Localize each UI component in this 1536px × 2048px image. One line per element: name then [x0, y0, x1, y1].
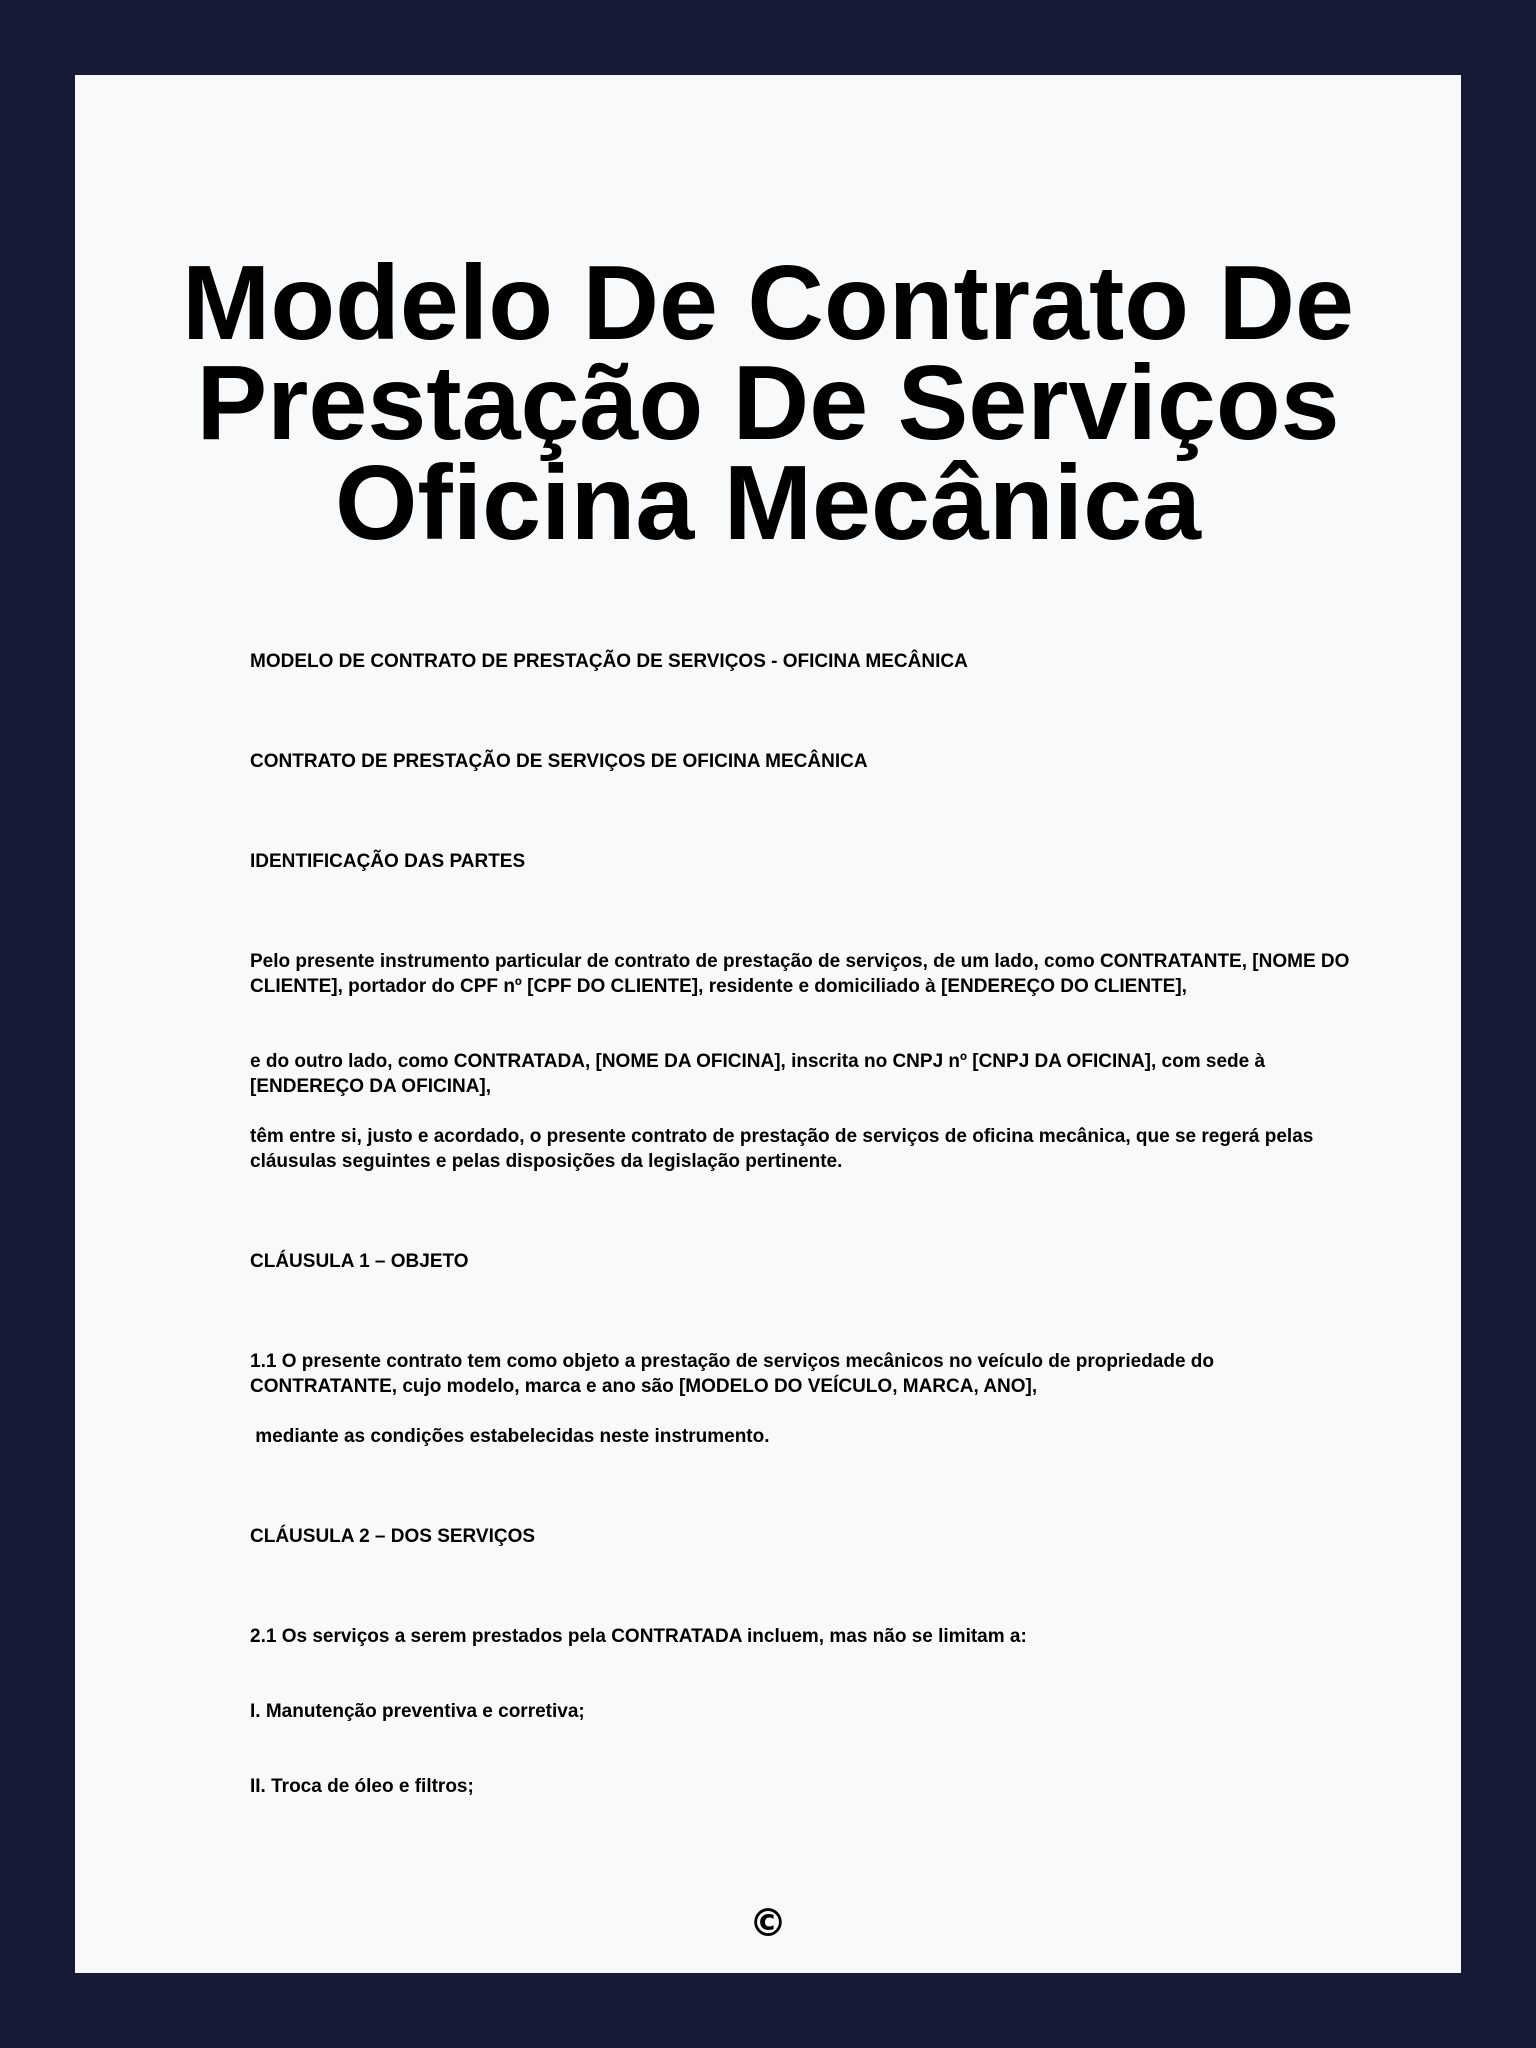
heading-contract: CONTRATO DE PRESTAÇÃO DE SERVIÇOS DE OFICINA MECÂNICA — [250, 751, 868, 772]
paragraph-agreement: têm entre si, justo e acordado, o presente contrato de prestação de serviços de oficina mecânica, que se regerá pelas cláusulas seguintes e pelas disposições da legislação pertinente. — [250, 1126, 1319, 1172]
list-item-2: II. Troca de óleo e filtros; — [250, 1776, 474, 1797]
heading-parties: IDENTIFICAÇÃO DAS PARTES — [250, 851, 526, 872]
document-title — [75, 244, 1461, 562]
title-line-2: Prestação De Serviços — [196, 344, 1340, 462]
paragraph-clause-1-conditions: mediante as condições estabelecidas neste instrumento. — [250, 1426, 770, 1447]
paragraph-contratante: Pelo presente instrumento particular de contrato de prestação de serviços, de um lado, como CONTRATANTE, [NOME DO CLIENTE], portador do CPF nº [CPF DO CLIENTE], residente e domiciliado à [ENDEREÇO DO CLIENTE], — [250, 951, 1355, 997]
copyright-icon: © — [749, 1901, 787, 1945]
heading-clause-2: CLÁUSULA 2 – DOS SERVIÇOS — [250, 1526, 536, 1547]
paragraph-contratada: e do outro lado, como CONTRATADA, [NOME DA OFICINA], inscrita no CNPJ nº [CNPJ DA OFICINA], com sede à [ENDEREÇO DA OFICINA], — [250, 1051, 1271, 1097]
paragraph-clause-2-1: 2.1 Os serviços a serem prestados pela CONTRATADA incluem, mas não se limitam a: — [250, 1626, 1027, 1647]
title-line-3: Oficina Mecânica — [334, 444, 1201, 562]
list-item-1: I. Manutenção preventiva e corretiva; — [250, 1701, 585, 1722]
heading-model: MODELO DE CONTRATO DE PRESTAÇÃO DE SERVIÇOS - OFICINA MECÂNICA — [250, 651, 968, 672]
title-line-1: Modelo De Contrato De — [182, 244, 1354, 362]
paragraph-clause-1-1: 1.1 O presente contrato tem como objeto a prestação de serviços mecânicos no veículo de propriedade do CONTRATANTE, cujo modelo, marca e ano são [MODELO DO VEÍCULO, MARCA, ANO], — [250, 1351, 1220, 1397]
heading-clause-1: CLÁUSULA 1 – OBJETO — [250, 1251, 469, 1272]
document-page — [75, 75, 1461, 1973]
